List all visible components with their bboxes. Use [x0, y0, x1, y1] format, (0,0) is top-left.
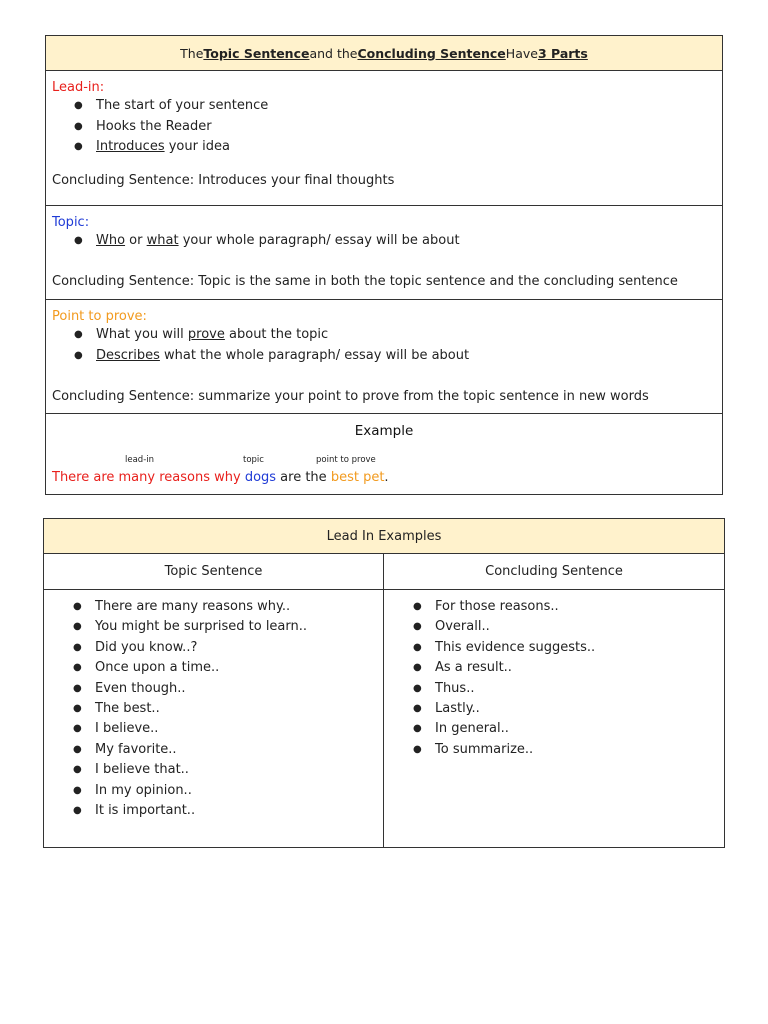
topic-title: Topic: — [52, 215, 90, 230]
list-item: ● In general.. — [384, 719, 724, 739]
example-point: best pet — [330, 470, 385, 485]
topic-sentence-list — [44, 597, 383, 821]
lead-in-bullet-1: The start of your sentence — [96, 98, 269, 113]
lead-in-examples-title: Lead In Examples — [44, 519, 724, 554]
point-to-prove-list — [52, 325, 722, 366]
list-item — [52, 346, 722, 367]
example-end: . — [384, 470, 389, 485]
describes-word: Describes — [96, 347, 160, 363]
point-to-prove-label: point to prove — [316, 455, 376, 465]
topic-bullet-rest: your whole paragraph/ essay will be about — [178, 233, 460, 248]
who-word: Who — [96, 233, 126, 248]
list-item: ● There are many reasons why.. — [44, 597, 383, 617]
list-item — [52, 117, 722, 138]
list-item — [52, 231, 722, 252]
lead-in-bullet-2: Hooks the Reader — [96, 118, 212, 134]
lead-in-examples-columns — [44, 554, 724, 848]
point-to-prove-section — [46, 300, 722, 414]
example-lead-in: There are many reasons why — [52, 470, 245, 485]
concluding-sentence-column — [384, 554, 724, 848]
header-text-3: Have — [505, 45, 538, 61]
list-item: ● Overall.. — [384, 617, 724, 637]
list-item: ● Even though.. — [44, 679, 383, 699]
topic-list — [52, 231, 722, 252]
list-item: ● I believe that.. — [44, 760, 383, 780]
list-item: ● As a result.. — [384, 658, 724, 678]
list-item: ● You might be surprised to learn.. — [44, 617, 383, 637]
header-topic-sentence: Topic Sentence — [203, 45, 310, 61]
what-word: what — [146, 233, 179, 248]
list-item: ● The best.. — [44, 699, 383, 719]
example-sentence — [52, 470, 389, 485]
lead-in-bullet-3-rest: your idea — [164, 139, 230, 154]
list-item — [52, 325, 722, 346]
or-word: or — [125, 233, 147, 248]
list-item: ● Lastly.. — [384, 699, 724, 719]
list-item: ● In my opinion.. — [44, 781, 383, 801]
list-item — [52, 96, 722, 117]
point-to-prove-concluding: Concluding Sentence: summarize your point to prove from the topic sentence in new words — [52, 389, 649, 404]
header-text-2: and the — [309, 45, 358, 61]
concluding-sentence-list — [384, 597, 724, 760]
list-item: ● To summarize.. — [384, 740, 724, 760]
list-item: ● My favorite.. — [44, 740, 383, 760]
three-parts-table — [45, 35, 723, 495]
point-bullet-1-rest: about the topic — [224, 327, 329, 342]
lead-in-examples-table — [43, 518, 725, 848]
lead-in-list — [52, 96, 722, 158]
point-to-prove-title: Point to prove: — [52, 309, 147, 324]
list-item — [52, 137, 722, 158]
prove-word: prove — [187, 327, 225, 342]
concluding-sentence-body — [384, 590, 724, 760]
topic-sentence-header: Topic Sentence — [44, 554, 383, 590]
example-middle: are the — [276, 470, 331, 485]
header-text-1: The — [180, 45, 204, 61]
list-item: ● It is important.. — [44, 801, 383, 821]
point-bullet-2-rest: what the whole paragraph/ essay will be about — [159, 347, 470, 363]
list-item: ● This evidence suggests.. — [384, 638, 724, 658]
list-item: ● For those reasons.. — [384, 597, 724, 617]
topic-label: topic — [243, 455, 264, 465]
topic-section — [46, 206, 722, 300]
list-item: ● Did you know..? — [44, 638, 383, 658]
list-item: ● Thus.. — [384, 679, 724, 699]
example-section — [46, 414, 722, 494]
header-concluding-sentence: Concluding Sentence — [357, 45, 506, 61]
point-bullet-1-pre: What you will — [96, 327, 188, 342]
lead-in-section — [46, 71, 722, 206]
header-three-parts: 3 Parts — [537, 45, 588, 61]
example-topic: dogs — [244, 470, 277, 485]
lead-in-title: Lead-in: — [52, 80, 105, 95]
lead-in-label: lead-in — [125, 455, 155, 465]
introduces-word: Introduces — [96, 139, 165, 154]
topic-concluding: Concluding Sentence: Topic is the same in both the topic sentence and the concluding sentence — [52, 274, 678, 289]
list-item: ● Once upon a time.. — [44, 658, 383, 678]
three-parts-header — [46, 36, 722, 71]
lead-in-concluding: Concluding Sentence: Introduces your final thoughts — [52, 173, 395, 188]
topic-sentence-column — [44, 554, 384, 848]
list-item: ● I believe.. — [44, 719, 383, 739]
example-title: Example — [354, 423, 414, 439]
concluding-sentence-header: Concluding Sentence — [384, 554, 724, 590]
topic-sentence-body — [44, 590, 383, 821]
